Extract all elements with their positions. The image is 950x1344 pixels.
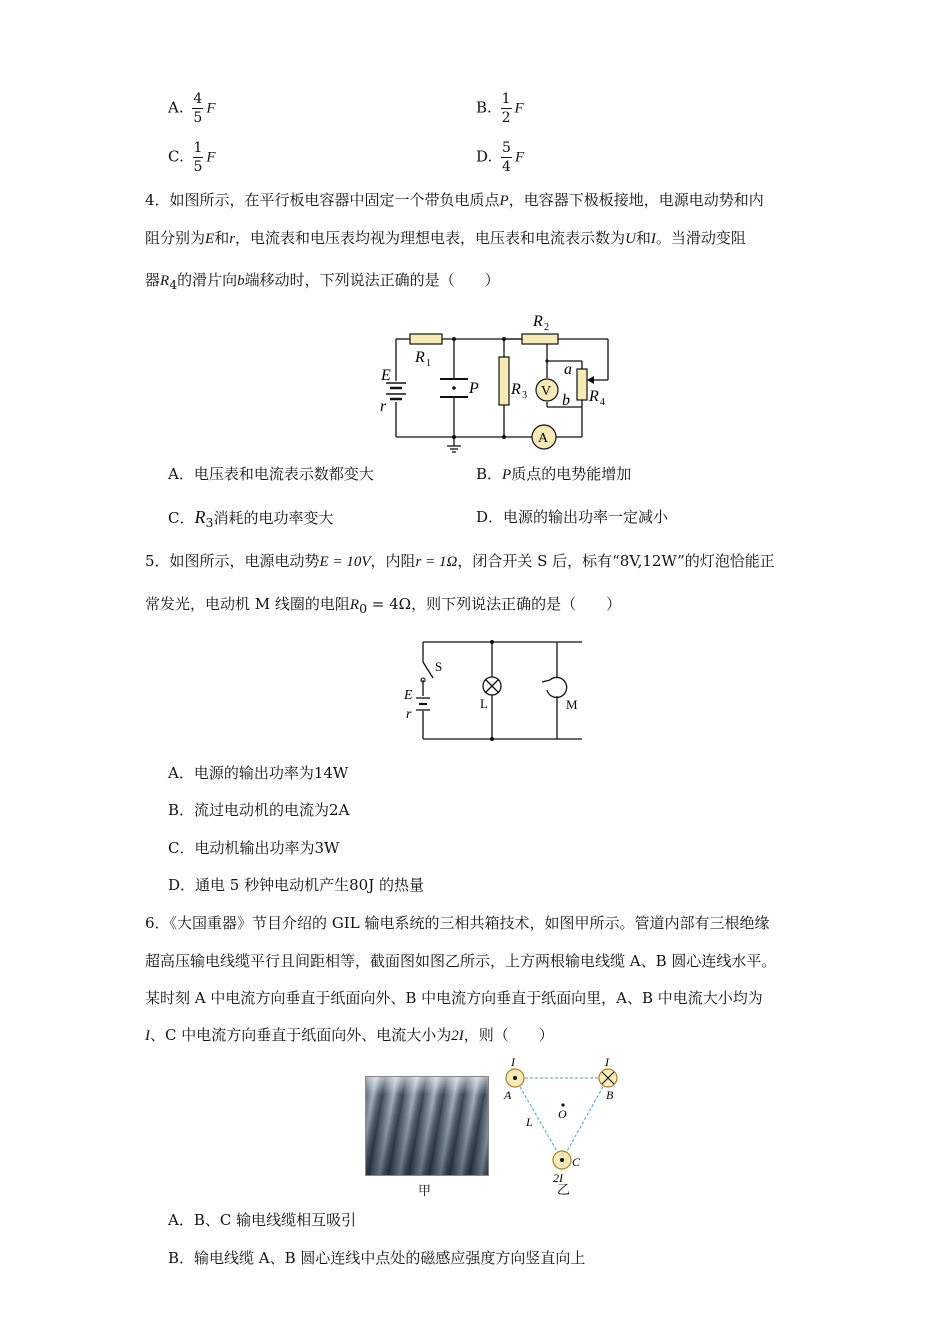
svg-text:I: I [511, 1058, 515, 1069]
q5-option-b: B．流过电动机的电流为2A [168, 801, 350, 819]
svg-text:V: V [541, 384, 552, 399]
svg-text:B: B [606, 1088, 614, 1102]
q4-option-c: C．$R_3$消耗的电功率变大 [168, 507, 334, 530]
svg-text:M: M [566, 697, 578, 712]
q6-stem-line4: I、C 中电流方向垂直于纸面向外、电流大小为2I，则（ ） [145, 1026, 554, 1044]
q4-circuit-diagram [372, 308, 622, 456]
svg-text:L: L [480, 696, 488, 711]
svg-text:r: r [380, 398, 387, 415]
svg-text:4: 4 [600, 397, 605, 408]
q6-stem-line1: 6．《大国重器》节目介绍的 GIL 输电系统的三相共箱技术，如图甲所示。管道内部有三根绝缘 [145, 914, 770, 932]
svg-text:O: O [558, 1107, 567, 1121]
q4-option-b: B．P质点的电势能增加 [476, 465, 632, 483]
svg-text:r: r [406, 707, 412, 722]
q4-option-d: D．电源的输出功率一定减小 [476, 508, 669, 526]
q5-circuit-diagram [396, 636, 596, 746]
svg-text:2I: 2I [553, 1171, 563, 1185]
gil-pipeline-photo [365, 1076, 489, 1176]
svg-text:R: R [589, 388, 599, 405]
svg-text:乙: 乙 [557, 1182, 571, 1196]
svg-text:A: A [504, 1088, 512, 1102]
q3-option-a: A. $\frac{4}{5}$ F [168, 91, 216, 126]
q4-option-a: A．电压表和电流表示数都变大 [168, 465, 374, 483]
svg-text:b: b [562, 392, 570, 409]
q5-option-a: A．电源的输出功率为14W [168, 764, 349, 782]
figure-jia-caption: 甲 [418, 1184, 432, 1199]
svg-text:R: R [511, 381, 521, 398]
svg-text:A: A [538, 431, 549, 446]
q6-option-a: A．B、C 输电线缆相互吸引 [168, 1211, 357, 1229]
svg-text:R: R [533, 313, 543, 330]
q3-option-d: D. $\frac{5}{4}$ F [476, 140, 525, 175]
q6-stem-line2: 超高压输电线缆平行且间距相等，截面图如图乙所示，上方两根输电线缆 A、B 圆心连线水平。 [145, 952, 777, 970]
svg-text:3: 3 [522, 390, 527, 401]
svg-text:1: 1 [426, 358, 431, 369]
q5-option-c: C．电动机输出功率为3W [168, 839, 340, 857]
q6-option-b: B．输电线缆 A、B 圆心连线中点处的磁感应强度方向竖直向上 [168, 1249, 586, 1267]
q4-stem-line1: 4．如图所示，在平行板电容器中固定一个带负电质点P，电容器下极板接地，电源电动势和内 [145, 191, 764, 209]
q4-stem-line2: 阻分别为E和r，电流表和电压表均视为理想电表，电压表和电流表示数为U和I。当滑动变阻 [145, 229, 746, 247]
svg-text:C: C [572, 1155, 581, 1169]
svg-text:L: L [526, 1115, 533, 1129]
svg-text:E: E [381, 367, 391, 384]
svg-text:2: 2 [544, 322, 549, 333]
q4-stem-line3: 器$R_4$的滑片向b端移动时，下列说法正确的是（ ） [145, 271, 500, 292]
q3-option-c: C. $\frac{1}{5}$ F [168, 140, 216, 175]
svg-text:E: E [404, 688, 413, 703]
q5-stem-line2: 常发光，电动机 M 线圈的电阻$R_0 = 4\Omega$，则下列说法正确的是（ ） [145, 595, 622, 616]
q6-stem-line3: 某时刻 A 中电流方向垂直于纸面向外、B 中电流方向垂直于纸面向里，A、B 中电流大小均为 [145, 989, 763, 1007]
svg-text:P: P [469, 380, 479, 397]
svg-text:R: R [415, 349, 425, 366]
svg-text:S: S [435, 659, 443, 674]
q3-option-b: B. $\frac{1}{2}$ F [476, 91, 524, 126]
svg-text:I: I [605, 1058, 609, 1069]
svg-text:a: a [564, 361, 572, 378]
q5-option-d: D．通电 5 秒钟电动机产生80J 的热量 [168, 876, 424, 894]
q5-stem-line1: 5．如图所示，电源电动势E = 10V，内阻r = 1Ω，闭合开关 S 后，标有“8V,12W”的灯泡恰能正 [145, 552, 775, 570]
q6-cable-diagram [500, 1058, 635, 1196]
